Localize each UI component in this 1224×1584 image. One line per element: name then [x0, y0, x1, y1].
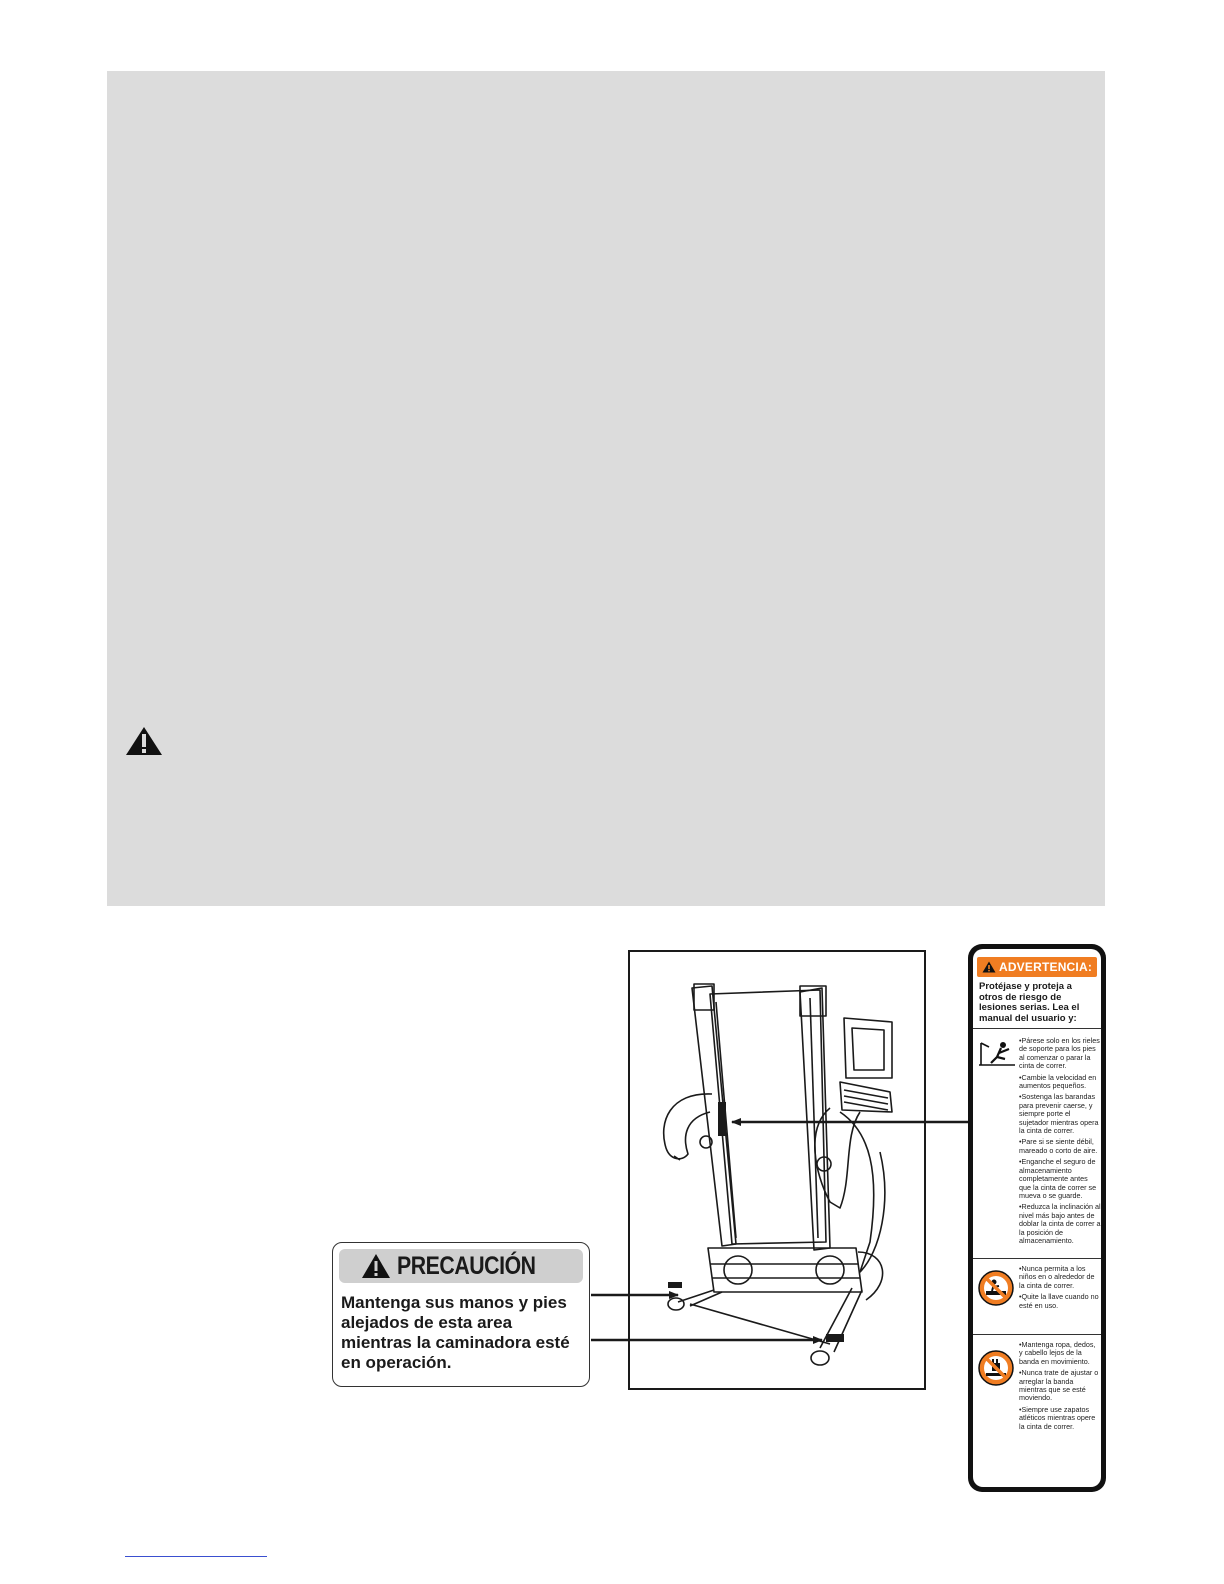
caution-header — [339, 1249, 583, 1283]
warning-section-children — [973, 1259, 1101, 1335]
treadmill-illustration — [628, 950, 926, 1390]
warning-item: •Quite la llave cuando no esté en uso. — [1019, 1292, 1099, 1310]
treadmill-drawing — [630, 952, 928, 1392]
footer-rule — [125, 1556, 267, 1557]
warning-triangle-icon — [982, 961, 996, 973]
warning-item: •Pare si se siente débil, mareado o corto de aire. — [1019, 1137, 1098, 1155]
warning-triangle-icon — [125, 726, 163, 756]
warning-title: ADVERTENCIA: — [998, 960, 1093, 974]
no-hands-icon — [977, 1349, 1015, 1387]
warning-item: •Nunca trate de ajustar o arreglar la banda mientras que se esté moviendo. — [1019, 1368, 1099, 1403]
advertencia-decal — [968, 944, 1106, 1492]
warning-item: •Reduzca la inclinación al nivel más bajo antes de doblar la cinta de correr a la posición de almacenamiento. — [1019, 1202, 1101, 1245]
caution-line: mientras la caminadora esté — [341, 1333, 570, 1352]
fall-hazard-icon — [977, 1039, 1017, 1069]
caution-text — [341, 1293, 585, 1373]
warning-item: •Párese solo en los rieles de soporte para los pies al comenzar o parar la cinta de correr. — [1019, 1036, 1100, 1071]
caution-line: alejados de esta area — [341, 1313, 513, 1332]
caution-line: en operación. — [341, 1353, 452, 1372]
warning-item: •Enganche el seguro de almacenamiento completamente antes que la cinta de correr se mueva o se guarde. — [1019, 1157, 1097, 1200]
warning-item: •Sostenga las barandas para prevenir caerse, y siempre porte el sujetador mientras opera la cinta de correr. — [1019, 1092, 1099, 1136]
warning-intro: Protéjase y proteja a otros de riesgo de lesiones serias. Lea el manual del usuario y: — [973, 977, 1101, 1029]
warning-item: •Mantenga ropa, dedos, y cabello lejos de la banda en movimiento. — [1019, 1340, 1096, 1366]
caution-decal — [332, 1242, 590, 1387]
warning-triangle-icon — [361, 1253, 391, 1279]
warning-item: •Cambie la velocidad en aumentos pequeños. — [1019, 1072, 1097, 1091]
gray-content-panel — [107, 71, 1105, 906]
caution-title: PRECAUCIÓN — [397, 1251, 537, 1280]
warning-section-safety — [973, 1029, 1101, 1259]
caution-line: Mantenga sus manos y pies — [341, 1293, 567, 1312]
warning-item: •Nunca permita a los niños en o alrededor de la cinta de correr. — [1019, 1264, 1095, 1290]
warning-section-belt — [973, 1335, 1101, 1465]
no-children-icon — [977, 1269, 1015, 1307]
warning-item: •Siempre use zapatos atléticos mientras opere la cinta de correr. — [1019, 1404, 1096, 1431]
warning-header — [977, 957, 1097, 977]
